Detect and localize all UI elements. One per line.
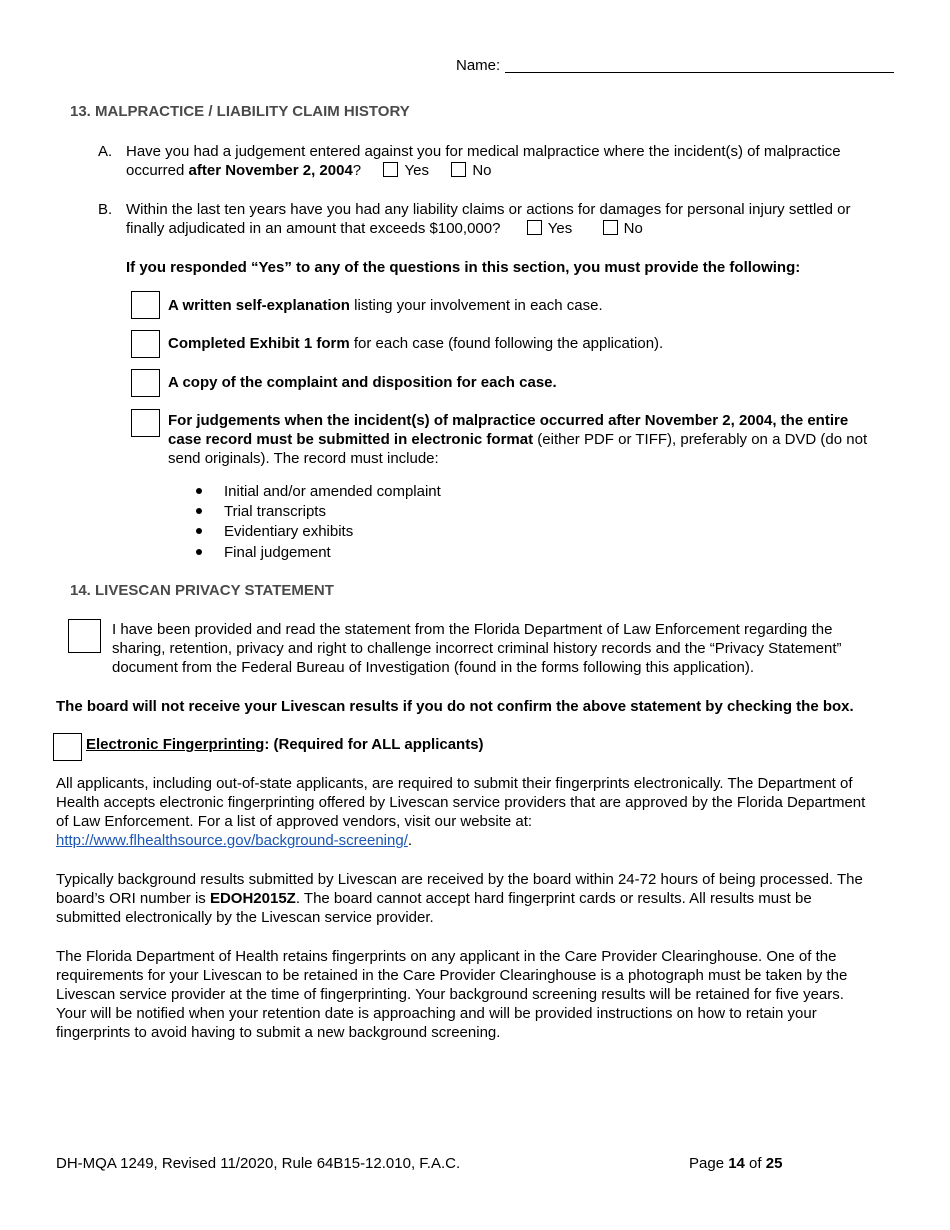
bullet-item-2: Trial transcripts bbox=[224, 503, 326, 520]
fingerprint-para-3-line5: fingerprints to avoid having to submit a new background screening. bbox=[56, 1024, 501, 1041]
privacy-statement-line3: document from the Federal Bureau of Investigation (found in the forms following this application). bbox=[112, 659, 755, 676]
fingerprint-para-2-line1: Typically background results submitted by Livescan are received by the board within 24-72 hours of being processed. The bbox=[56, 871, 863, 888]
fingerprint-para-3-line2: requirements for your Livescan to be retained in the Care Provider Clearinghouse is a photograph must be taken by the bbox=[56, 967, 848, 984]
requirement-3-text bbox=[168, 373, 557, 392]
requirement-1-rest: listing your involvement in each case. bbox=[349, 297, 603, 314]
bullet-dot bbox=[196, 508, 202, 514]
fingerprint-para-2-line3: submitted electronically by the Livescan service provider. bbox=[56, 909, 434, 926]
requirement-1-bold: A written self-explanation bbox=[168, 297, 350, 314]
bullet-dot bbox=[196, 528, 202, 534]
footer-form-id: DH-MQA 1249, Revised 11/2020, Rule 64B15-12.010, F.A.C. bbox=[56, 1155, 461, 1172]
fingerprint-para-1-line1: All applicants, including out-of-state applicants, are required to submit their fingerprints electronically. The Department of bbox=[56, 775, 853, 792]
bullet-dot bbox=[196, 488, 202, 494]
fingerprinting-checkbox[interactable] bbox=[53, 733, 82, 761]
bullet-item-4: Final judgement bbox=[224, 544, 331, 561]
question-b-line2 bbox=[126, 219, 643, 238]
requirement-4-line1: For judgements when the incident(s) of malpractice occurred after November 2, 2004, the entire bbox=[168, 412, 849, 429]
question-a-text-pre: occurred bbox=[126, 162, 189, 179]
requirement-3-bold: A copy of the complaint and disposition for each case. bbox=[168, 374, 557, 391]
ori-text-post: . The board cannot accept hard fingerprint cards or results. All results must be bbox=[295, 890, 812, 907]
requirement-1-text bbox=[168, 296, 603, 315]
question-b-no-label: No bbox=[623, 220, 643, 237]
question-b-yes-checkbox[interactable] bbox=[527, 220, 542, 235]
privacy-statement-checkbox[interactable] bbox=[68, 619, 101, 653]
question-a-text-post: ? bbox=[352, 162, 362, 179]
of-word: of bbox=[744, 1155, 766, 1172]
requirement-1-checkbox[interactable] bbox=[131, 291, 160, 319]
requirement-2-rest: for each case (found following the application). bbox=[349, 335, 664, 352]
question-a-date: after November 2, 2004 bbox=[188, 162, 353, 179]
fingerprinting-label-underlined: Electronic Fingerprinting bbox=[86, 736, 265, 753]
question-b-text: finally adjudicated in an amount that exceeds $100,000? bbox=[126, 220, 501, 237]
bullet-dot bbox=[196, 549, 202, 555]
requirement-3-checkbox[interactable] bbox=[131, 369, 160, 397]
fingerprint-para-1-line3: of Law Enforcement. For a list of approved vendors, visit our website at: bbox=[56, 813, 533, 830]
question-a-no-checkbox[interactable] bbox=[451, 162, 466, 177]
requirement-2-bold: Completed Exhibit 1 form bbox=[168, 335, 350, 352]
fingerprint-para-3-line1: The Florida Department of Health retains fingerprints on any applicant in the Care Provider Clearinghouse. One of the bbox=[56, 948, 837, 965]
fingerprint-para-1-line4 bbox=[56, 831, 412, 850]
fingerprinting-label bbox=[86, 735, 484, 754]
question-b-yes-label: Yes bbox=[547, 220, 573, 237]
question-b-line1: Within the last ten years have you had any liability claims or actions for damages for personal injury settled or bbox=[126, 201, 851, 218]
fingerprint-para-2-line2 bbox=[56, 889, 812, 908]
livescan-warning: The board will not receive your Livescan results if you do not confirm the above statement by checking the box. bbox=[56, 698, 854, 715]
bullet-item-1: Initial and/or amended complaint bbox=[224, 483, 441, 500]
name-field[interactable] bbox=[505, 72, 894, 73]
question-a-no-label: No bbox=[472, 162, 492, 179]
link-period: . bbox=[407, 832, 413, 849]
requirement-2-text bbox=[168, 334, 663, 353]
ori-text-pre: board’s ORI number is bbox=[56, 890, 210, 907]
question-a-line2 bbox=[126, 161, 492, 180]
question-a-yes-checkbox[interactable] bbox=[383, 162, 398, 177]
fingerprint-para-3-line4: Your will be notified when your retention date is approaching and will be provided instructions on how to retain your bbox=[56, 1005, 817, 1022]
footer-page-number bbox=[689, 1154, 782, 1173]
question-a-line1: Have you had a judgement entered against you for medical malpractice where the incident(s) of malpractice bbox=[126, 143, 841, 160]
question-b-letter: B. bbox=[98, 201, 113, 218]
requirement-4-rest2: (either PDF or TIFF), preferably on a DVD (do not bbox=[533, 431, 868, 448]
requirement-4-checkbox[interactable] bbox=[131, 409, 160, 437]
requirement-4-line3: send originals). The record must include: bbox=[168, 450, 439, 467]
section-14-title: 14. LIVESCAN PRIVACY STATEMENT bbox=[70, 582, 334, 599]
total-pages: 25 bbox=[765, 1155, 783, 1172]
name-label: Name: bbox=[456, 57, 501, 74]
page-word: Page bbox=[689, 1155, 729, 1172]
bullet-item-3: Evidentiary exhibits bbox=[224, 523, 354, 540]
question-b-no-checkbox[interactable] bbox=[603, 220, 618, 235]
requirement-4-bold2: case record must be submitted in electronic format bbox=[168, 431, 534, 448]
fingerprint-para-1-line2: Health accepts electronic fingerprinting offered by Livescan service providers that are approved by the Florida Department bbox=[56, 794, 866, 811]
requirement-2-checkbox[interactable] bbox=[131, 330, 160, 358]
privacy-statement-line2: sharing, retention, privacy and right to challenge incorrect criminal history records and the “Privacy Statement” bbox=[112, 640, 842, 657]
fingerprinting-label-rest: : (Required for ALL applicants) bbox=[264, 736, 484, 753]
question-a-letter: A. bbox=[98, 143, 113, 160]
requirement-4-line2 bbox=[168, 430, 867, 449]
section-13-title: 13. MALPRACTICE / LIABILITY CLAIM HISTORY bbox=[70, 103, 410, 120]
question-a-yes-label: Yes bbox=[404, 162, 429, 179]
ori-number: EDOH2015Z bbox=[209, 890, 296, 907]
current-page: 14 bbox=[728, 1155, 745, 1172]
privacy-statement-line1: I have been provided and read the statement from the Florida Department of Law Enforcement regarding the bbox=[112, 621, 833, 638]
fingerprint-para-3-line3: Livescan service provider at the time of fingerprinting. Your background screening results will be retained for five years. bbox=[56, 986, 844, 1003]
background-screening-link[interactable]: http://www.flhealthsource.gov/background-screening/ bbox=[56, 832, 408, 849]
yes-instruction: If you responded “Yes” to any of the questions in this section, you must provide the following: bbox=[126, 259, 801, 276]
